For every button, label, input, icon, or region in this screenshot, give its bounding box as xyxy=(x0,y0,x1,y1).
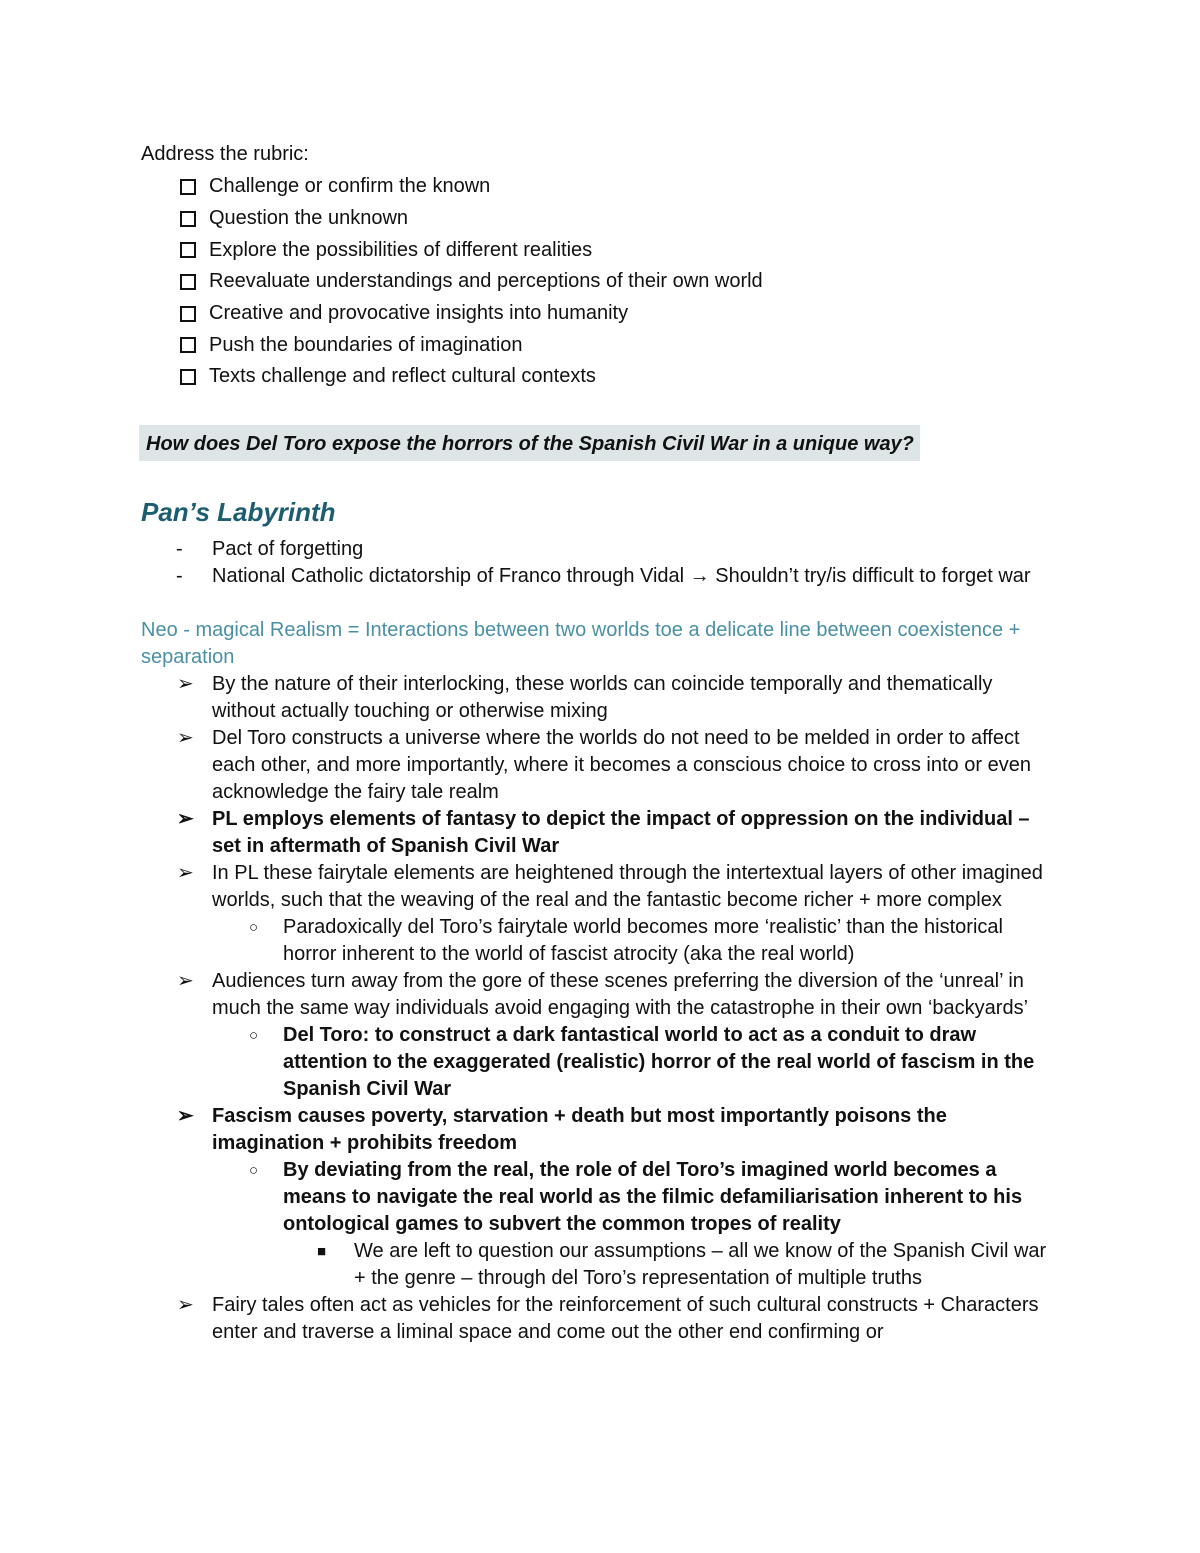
checkbox-icon[interactable] xyxy=(180,242,196,258)
checklist-item[interactable]: Challenge or confirm the known xyxy=(141,171,1061,203)
list-item: ➢ By the nature of their interlocking, these worlds can coincide temporally and thematically without actually touching or otherwise mixing xyxy=(141,671,1061,725)
list-item: ➢ In PL these fairytale elements are heightened through the intertextual layers of other imagined worlds, such that the weaving of the real and the fantastic become richer + more complex xyxy=(141,860,1061,914)
arrow-bullet-icon: ➢ xyxy=(177,672,194,695)
checklist-item[interactable]: Question the unknown xyxy=(141,203,1061,235)
list-item: - National Catholic dictatorship of Franco through Vidal → Shouldn’t try/is difficult to forget war xyxy=(141,563,1061,590)
rubric-checklist xyxy=(141,171,1061,393)
square-bullet-icon: ■ xyxy=(317,1242,327,1260)
list-item: - Pact of forgetting xyxy=(141,536,1061,563)
list-item: ➢ PL employs elements of fantasy to depict the impact of oppression on the individual – set in aftermath of Spanish Civil War xyxy=(141,806,1061,860)
dash-bullet: - xyxy=(176,564,183,587)
checklist-item[interactable]: Creative and provocative insights into humanity xyxy=(141,298,1061,330)
list-item: ➢ Fairy tales often act as vehicles for the reinforcement of such cultural constructs + Characters enter and traverse a liminal space and come out the other end confirming or xyxy=(141,1292,1061,1346)
checkbox-icon[interactable] xyxy=(180,306,196,322)
list-item: ○ Del Toro: to construct a dark fantastical world to act as a conduit to draw attention to the exaggerated (realistic) horror of the real world of fascism in the Spanish Civil War xyxy=(141,1022,1061,1103)
arrow-bullet-icon: ➢ xyxy=(177,726,194,749)
checkbox-icon[interactable] xyxy=(180,211,196,227)
list-item: ➢ Del Toro constructs a universe where the worlds do not need to be melded in order to affect each other, and more importantly, where it becomes a conscious choice to cross into or even acknowledge the fairy tale realm xyxy=(141,725,1061,806)
document-page xyxy=(141,141,1061,1346)
list-item: ➢ Fascism causes poverty, starvation + death but most importantly poisons the imagination + prohibits freedom xyxy=(141,1103,1061,1157)
circle-bullet-icon: ○ xyxy=(249,1026,259,1044)
neo-magical-realism-heading: Neo - magical Realism = Interactions between two worlds toe a delicate line between coexistence + separation xyxy=(141,618,1021,668)
circle-bullet-icon: ○ xyxy=(249,1161,259,1179)
checkbox-icon[interactable] xyxy=(180,179,196,195)
list-item: ○ By deviating from the real, the role of del Toro’s imagined world becomes a means to navigate the real world as the filmic defamiliarisation inherent to his ontological games to subvert the common tropes of reality xyxy=(141,1157,1061,1238)
arrow-bullet-icon: ➢ xyxy=(177,969,194,992)
section-title: Pan’s Labyrinth xyxy=(141,496,336,527)
highlighted-question: How does Del Toro expose the horrors of the Spanish Civil War in a unique way? xyxy=(139,425,920,461)
arrow-bullet-icon: ➢ xyxy=(177,1104,194,1127)
checklist-item[interactable]: Texts challenge and reflect cultural contexts xyxy=(141,361,1061,393)
checkbox-icon[interactable] xyxy=(180,274,196,290)
checkbox-icon[interactable] xyxy=(180,337,196,353)
notes-list xyxy=(141,671,1061,1346)
list-item: ○ Paradoxically del Toro’s fairytale world becomes more ‘realistic’ than the historical horror inherent to the world of fascist atrocity (aka the real world) xyxy=(141,914,1061,968)
checklist-item[interactable]: Explore the possibilities of different realities xyxy=(141,234,1061,266)
dash-bullet: - xyxy=(176,537,183,560)
rubric-intro: Address the rubric: xyxy=(141,143,309,165)
checklist-item[interactable]: Reevaluate understandings and perceptions of their own world xyxy=(141,266,1061,298)
dash-list xyxy=(141,536,1061,590)
checklist-item[interactable]: Push the boundaries of imagination xyxy=(141,329,1061,361)
arrow-bullet-icon: ➢ xyxy=(177,807,194,830)
checkbox-icon[interactable] xyxy=(180,369,196,385)
arrow-bullet-icon: ➢ xyxy=(177,1293,194,1316)
list-item: ■ We are left to question our assumptions – all we know of the Spanish Civil war + the genre – through del Toro’s representation of multiple truths xyxy=(141,1238,1061,1292)
arrow-bullet-icon: ➢ xyxy=(177,861,194,884)
list-item: ➢ Audiences turn away from the gore of these scenes preferring the diversion of the ‘unreal’ in much the same way individuals avoid engaging with the catastrophe in their own ‘backyards’ xyxy=(141,968,1061,1022)
circle-bullet-icon: ○ xyxy=(249,918,259,936)
